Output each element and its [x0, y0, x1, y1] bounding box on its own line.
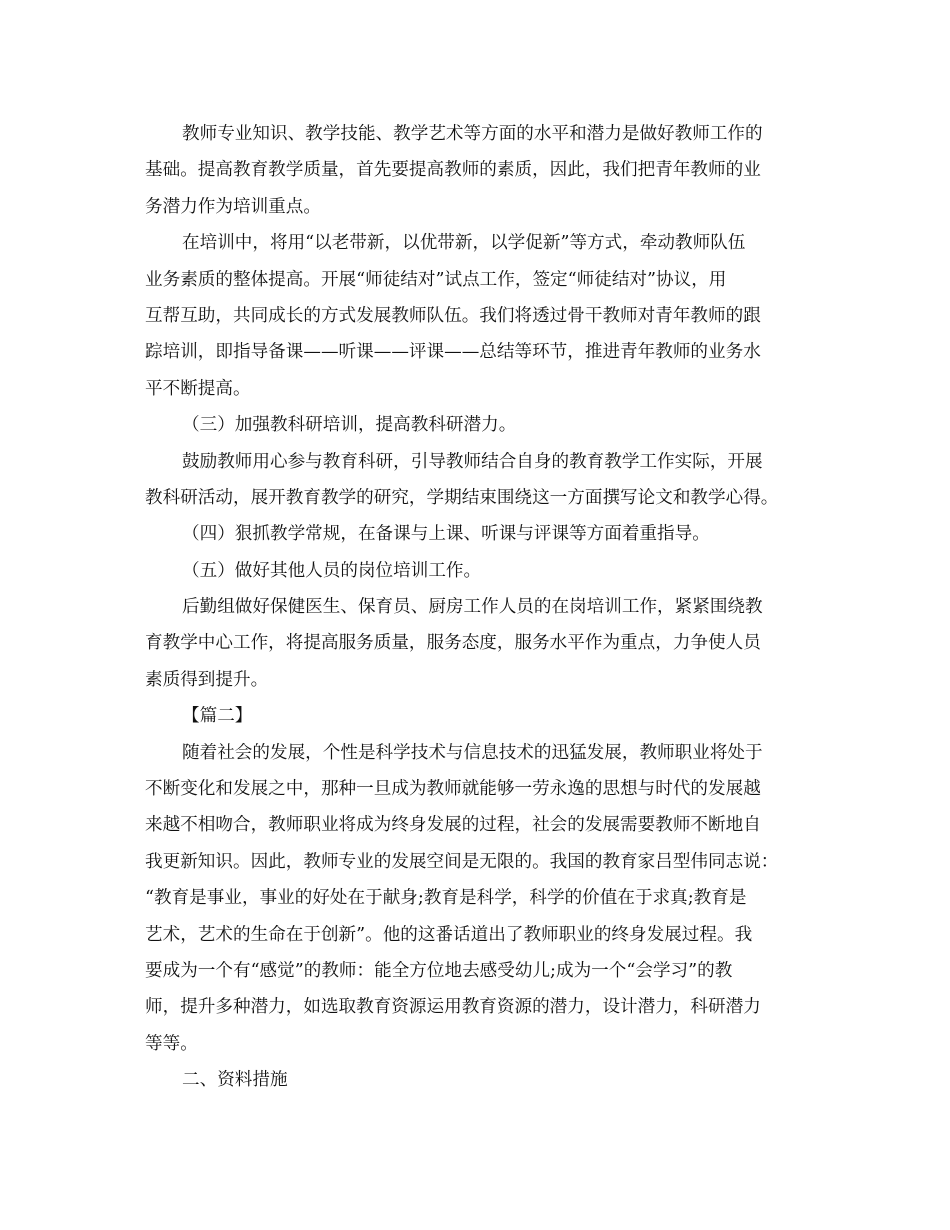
paragraph-line: 在培训中，将用“以老带新，以优带新，以学促新”等方式，牵动教师队伍: [182, 233, 746, 254]
paragraph-line: 后勤组做好保健医生、保育员、厨房工作人员的在岗培训工作，紧紧围绕教: [182, 597, 763, 618]
paragraph-line: 我更新知识。因此，教师专业的发展空间是无限的。我国的教育家吕型伟同志说：: [145, 851, 779, 872]
paragraph-line: 教科研活动，展开教育教学的研究，学期结束围绕这一方面撰写论文和教学心得。: [145, 487, 779, 508]
paragraph-line: 来越不相吻合，教师职业将成为终身发展的过程，社会的发展需要教师不断地自: [145, 815, 761, 836]
document-body: [145, 116, 807, 1099]
section-heading: （三）加强教科研培训，提高教科研潜力。: [182, 415, 517, 436]
section-heading: （四）狠抓教学常规，在备课与上课、听课与评课等方面着重指导。: [182, 524, 710, 545]
paragraph-line: 鼓励教师用心参与教育科研，引导教师结合自身的教育教学工作实际，开展: [182, 451, 763, 472]
paragraph-line: 务潜力作为培训重点。: [145, 196, 321, 217]
paragraph-line: 要成为一个有“感觉”的教师：能全方位地去感受幼儿;成为一个“会学习”的教: [145, 960, 733, 981]
paragraph-line: 艺术，艺术的生命在于创新”。他的这番话道出了教师职业的终身发展过程。我: [145, 924, 753, 945]
paragraph-line: 师，提升多种潜力，如选取教育资源运用教育资源的潜力，设计潜力，科研潜力: [145, 997, 761, 1018]
section-heading: 二、资料措施: [182, 1070, 288, 1091]
paragraph-line: 踪培训，即指导备课——听课——评课——总结等环节，推进青年教师的业务水: [145, 342, 761, 363]
paragraph-line: 等等。: [145, 1033, 198, 1054]
paragraph-line: 互帮互助，共同成长的方式发展教师队伍。我们将透过骨干教师对青年教师的跟: [145, 305, 761, 326]
paragraph-line: 素质得到提升。: [145, 669, 269, 690]
paragraph-line: “教育是事业，事业的好处在于献身;教育是科学，科学的价值在于求真;教育是: [145, 888, 747, 909]
paragraph-line: 随着社会的发展，个性是科学技术与信息技术的迅猛发展，教师职业将处于: [182, 742, 763, 763]
section-heading: （五）做好其他人员的岗位培训工作。: [182, 560, 482, 581]
part-heading: 【篇二】: [182, 706, 253, 727]
paragraph-line: 基础。提高教育教学质量，首先要提高教师的素质，因此，我们把青年教师的业: [145, 160, 761, 181]
paragraph-line: 平不断提高。: [145, 378, 251, 399]
paragraph-line: 育教学中心工作，将提高服务质量，服务态度，服务水平作为重点，力争使人员: [145, 633, 761, 654]
paragraph-line: 不断变化和发展之中，那种一旦成为教师就能够一劳永逸的思想与时代的发展越: [145, 779, 761, 800]
paragraph-line: 业务素质的整体提高。开展“师徒结对”试点工作，签定“师徒结对”协议，用: [145, 269, 727, 290]
paragraph-line: 教师专业知识、教学技能、教学艺术等方面的水平和潜力是做好教师工作的: [182, 124, 763, 144]
